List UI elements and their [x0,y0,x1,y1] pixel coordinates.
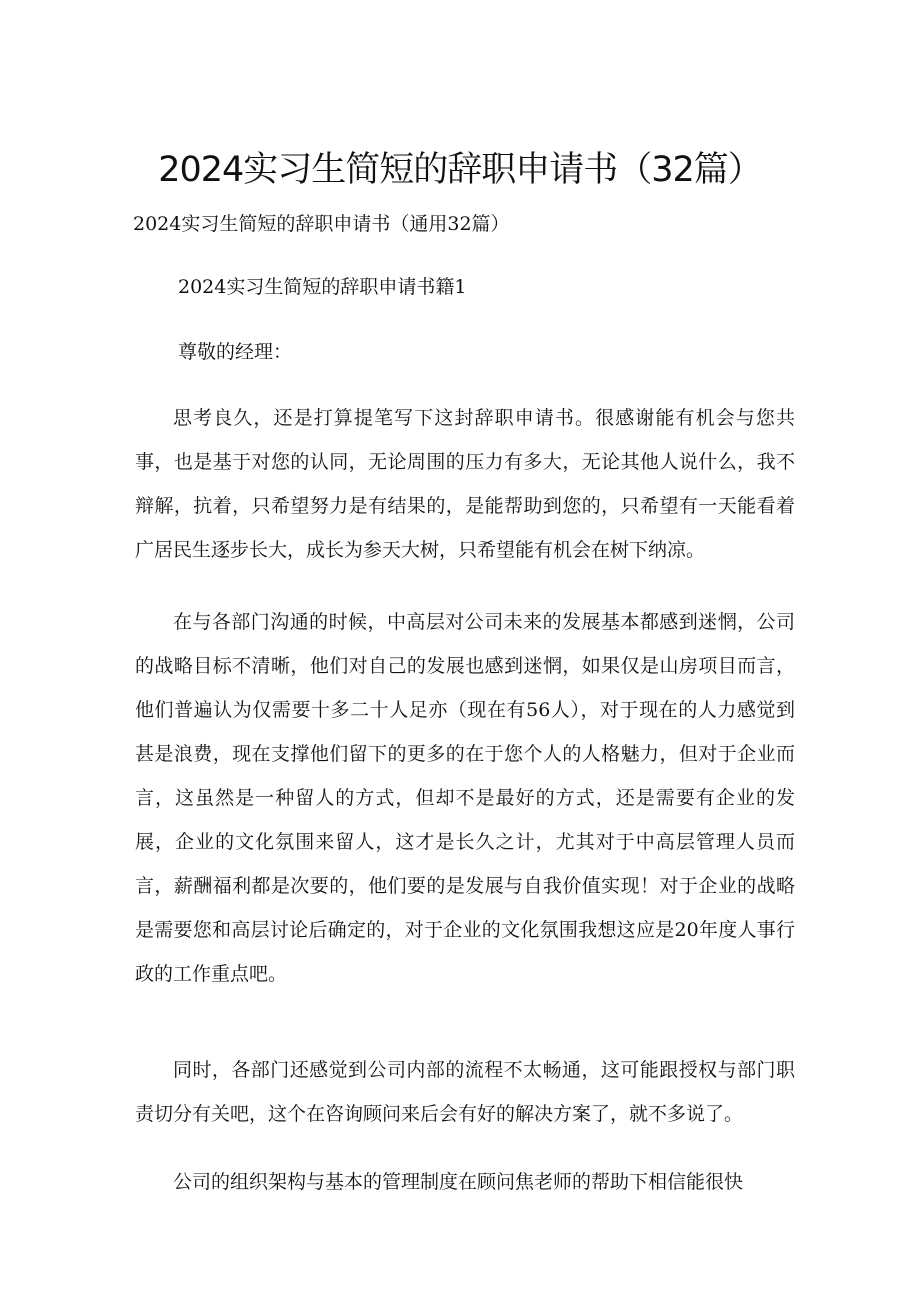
paragraph: 公司的组织架构与基本的管理制度在顾问焦老师的帮助下相信能很快 [173,1171,744,1193]
paragraph: 在与各部门沟通的时候，中高层对公司未来的发展基本都感到迷惘，公司的战略目标不清晰，他们对自己的发展也感到迷惘，如果仅是山房项目而言，他们普遍认为仅需要十多二十人足亦（现在有56人），对于现在的人力感觉到甚是浪费，现在支撑他们留下的更多的在于您个人的人格魅力，但对于企业而言，这虽然是一种留人的方式，但却不是最好的方式，还是需要有企业的发展，企业的文化氛围来留人，这才是长久之计，尤其对于中高层管理人员而言，薪酬福利都是次要的，他们要的是发展与自我价值实现！对于企业的战略是需要您和高层讨论后确定的，对于企业的文化氛围我想这应是20年度人事行政的工作重点吧。 [135,611,795,985]
paragraph: 思考良久，还是打算提笔写下这封辞职申请书。很感谢能有机会与您共事，也是基于对您的认同，无论周围的压力有多大，无论其他人说什么，我不辩解，抗着，只希望努力是有结果的，是能帮助到您的，只希望有一天能看着广居民生逐步长大，成长为参天大树，只希望能有机会在树下纳凉。 [135,407,795,561]
paragraph: 同时，各部门还感觉到公司内部的流程不太畅通，这可能跟授权与部门职责切分有关吧，这个在咨询顾问来后会有好的解决方案了，就不多说了。 [135,1059,795,1125]
letter-greeting: 尊敬的经理： [178,341,293,363]
section-heading: 2024实习生简短的辞职申请书籍1 [178,276,467,298]
document-title: 2024实习生简短的辞职申请书（32篇） [158,150,762,190]
document-subtitle: 2024实习生简短的辞职申请书（通用32篇） [133,213,510,235]
